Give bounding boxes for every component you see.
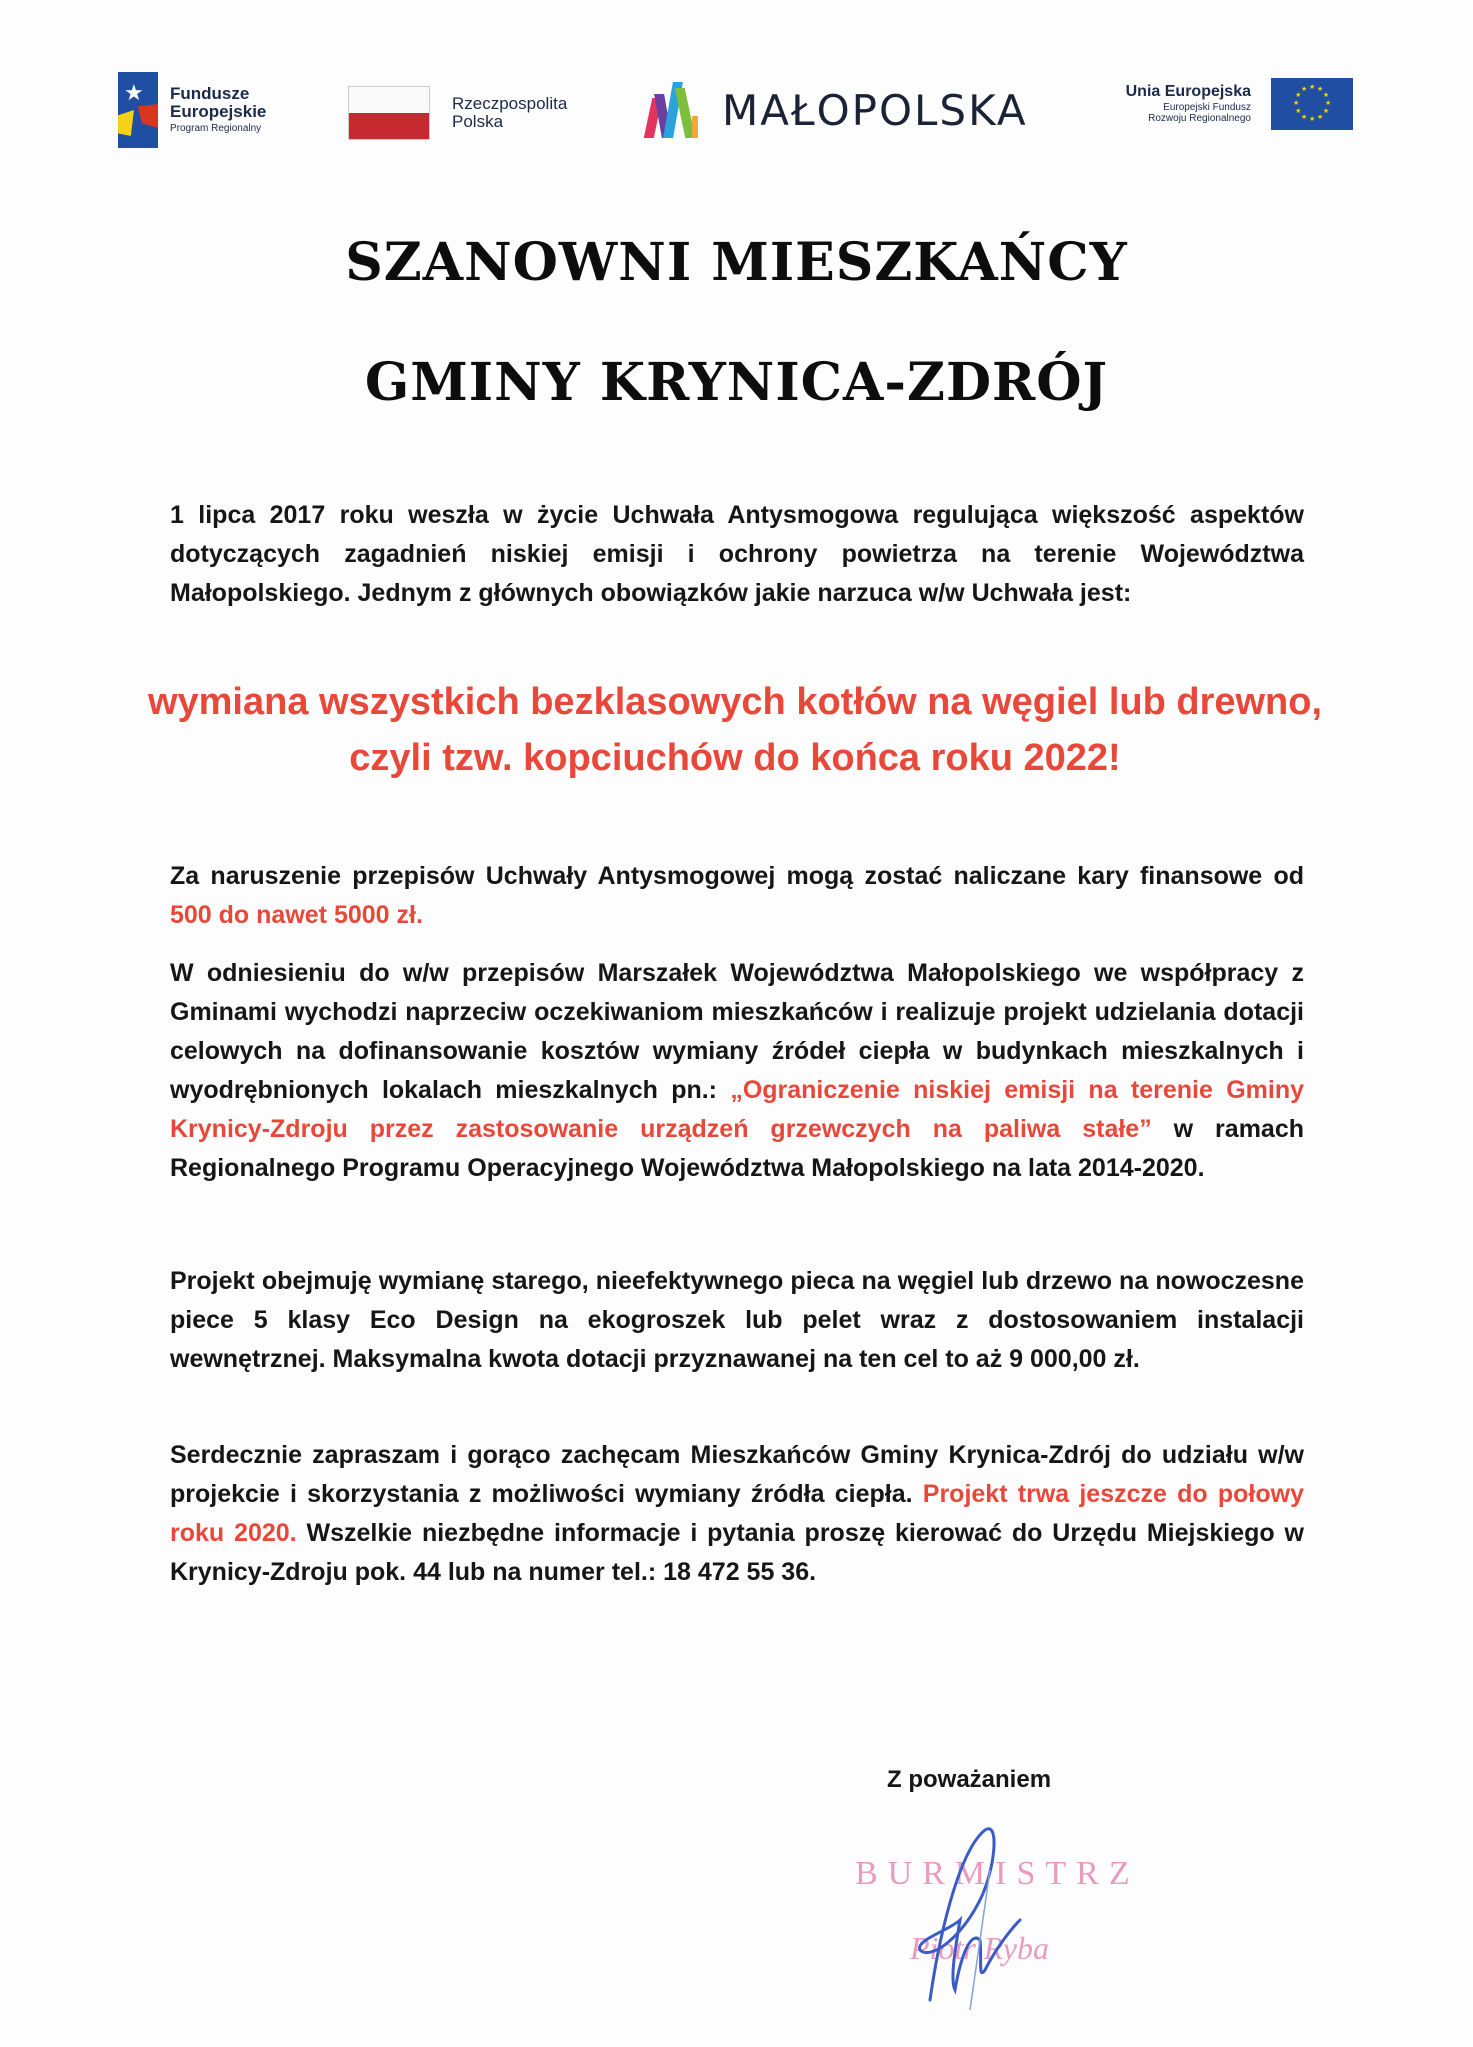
invite-text: Serdecznie zapraszam i gorąco zachęcam Mieszkańców Gminy Krynica-Zdrój do udziału w/w projekcie i skorzystania z możliwości wymiany źródła ciepła. xyxy=(170,1441,1304,1508)
eu-star-icon: ★ xyxy=(1295,108,1302,115)
unia-europejska-logo xyxy=(1126,78,1353,130)
stamp-title: BURMISTRZ xyxy=(855,1855,1140,1892)
invite-deadline: Projekt trwa jeszcze do połowy roku 2020. xyxy=(170,1480,1304,1547)
polish-flag-icon xyxy=(348,86,430,140)
ue-line3: Rozwoju Regionalnego xyxy=(1148,113,1251,125)
eu-star-icon: ★ xyxy=(1301,113,1308,121)
pl-line1: Rzeczpospolita xyxy=(452,94,568,114)
title-line2: GMINY KRYNICA-ZDRÓJ xyxy=(364,352,1109,413)
highlight-paragraph: wymiana wszystkich bezklasowych kotłów na węgiel lub drewno, czyli tzw. kopciuchów do końca roku 2022! xyxy=(147,681,1323,779)
malopolska-title: MAŁOPOLSKA xyxy=(722,85,1028,135)
eu-star-icon: ★ xyxy=(1309,116,1316,123)
invite-text-end: Wszelkie niezbędne informacje i pytania proszę kierować do Urzędu Miejskiego w Krynicy-Zdroju pok. 44 lub na numer tel.: 18 472 55 36. xyxy=(170,1519,1304,1586)
eu-star-icon: ★ xyxy=(1301,86,1308,94)
project-text: W odniesieniu do w/w przepisów Marszałek Województwa Małopolskiego we współpracy z Gminami wychodzi naprzeciw oczekiwaniom mieszkańców i realizuje projekt udzielania dotacji celowych na dofinansowanie kosztów wymiany źródeł ciepła w budynkach mieszkalnych i wyodrębnionych lokalach mieszkalnych pn.: xyxy=(170,959,1304,1104)
pl-line2: Polska xyxy=(452,112,504,131)
title-line1: SZANOWNI MIESZKAŃCY xyxy=(345,232,1128,293)
rzeczpospolita-polska-logo xyxy=(348,86,567,140)
eu-star-icon: ★ xyxy=(1295,92,1302,99)
fundusze-star-icon: ★ xyxy=(118,72,158,148)
fines-text: Za naruszenie przepisów Uchwały Antysmogowej mogą zostać naliczane kary finansowe od xyxy=(170,862,1304,890)
fundusze-europejskie-logo xyxy=(118,72,266,148)
stamp-name: Piotr Ryba xyxy=(910,1930,1049,1966)
eu-star-icon: ★ xyxy=(1317,113,1324,121)
project-paragraph xyxy=(170,954,1304,1188)
eu-star-icon: ★ xyxy=(1293,100,1300,107)
header-logos xyxy=(0,0,1473,170)
eu-star-icon: ★ xyxy=(1322,108,1330,115)
eu-star-icon: ★ xyxy=(1322,92,1330,99)
eu-flag-icon xyxy=(1271,78,1353,130)
fe-line2: Europejskie xyxy=(170,102,267,122)
scope-paragraph: Projekt obejmuję wymianę starego, nieefektywnego pieca na węgiel lub drzewo na nowoczesne piece 5 klasy Eco Design na ekogroszek lub pelet wraz z dostosowaniem instalacji wewnętrznej. Maksymalna kwota dotacji przyznawanej na ten cel to aż 9 000,00 zł. xyxy=(170,1267,1304,1373)
signature-icon xyxy=(900,1810,1060,2010)
closing-greeting: Z poważaniem xyxy=(887,1766,1052,1793)
fines-amount: 500 do nawet 5000 zł. xyxy=(170,901,423,929)
fe-line1: Fundusze xyxy=(170,84,250,104)
malopolska-m-icon xyxy=(648,82,704,138)
fe-line3: Program Regionalny xyxy=(170,123,262,135)
project-text-end: w ramach Regionalnego Programu Operacyjnego Województwa Małopolskiego na lata 2014-2020. xyxy=(170,1115,1305,1182)
project-name: „Ograniczenie niskiej emisji na terenie Gminy Krynicy-Zdroju przez zastosowanie urządzeń grzewczych na paliwa stałe” xyxy=(170,1076,1304,1143)
invite-paragraph xyxy=(170,1436,1304,1592)
intro-paragraph: 1 lipca 2017 roku weszła w życie Uchwała Antysmogowa regulująca większość aspektów dotyczących zagadnień niskiej emisji i ochrony powietrza na terenie Województwa Małopolskiego. Jednym z głównych obowiązków jakie narzuca w/w Uchwała jest: xyxy=(170,501,1304,607)
ue-line1: Unia Europejska xyxy=(1125,83,1251,101)
fines-paragraph xyxy=(170,857,1304,935)
eu-star-icon: ★ xyxy=(1317,86,1324,94)
eu-star-icon: ★ xyxy=(1325,100,1332,107)
eu-star-icon: ★ xyxy=(1309,84,1316,91)
malopolska-logo xyxy=(648,82,1028,138)
ue-line2: Europejski Fundusz xyxy=(1163,101,1251,113)
